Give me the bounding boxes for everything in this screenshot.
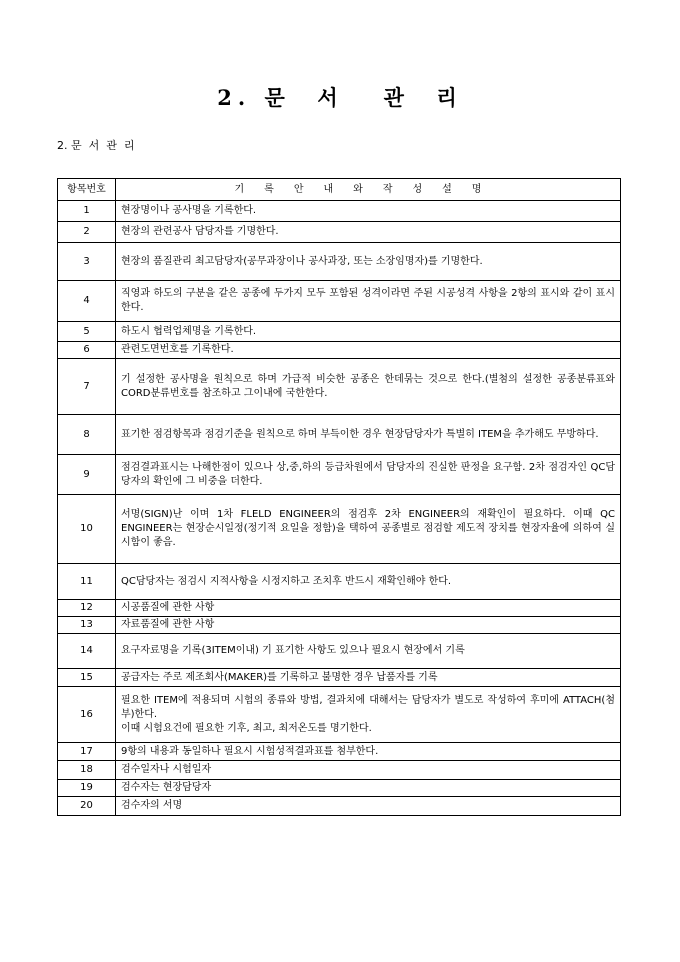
description-line: 필요한 ITEM에 적용되며 시험의 종류와 방법, 결과치에 대해서는 담당자가 별도로 작성하여 후미에 ATTACH(첨부)한다. (121, 694, 615, 720)
item-description (116, 322, 621, 342)
table-row (58, 634, 621, 669)
item-number: 14 (58, 634, 116, 669)
item-number: 12 (58, 600, 116, 617)
table-row (58, 780, 621, 797)
item-description (116, 600, 621, 617)
item-number: 16 (58, 687, 116, 743)
description-line: 자료품질에 관한 사항 (121, 619, 215, 630)
table-row (58, 359, 621, 415)
item-number: 4 (58, 281, 116, 322)
item-description (116, 669, 621, 687)
header-description: 기록안내와작성설명 (116, 179, 621, 201)
item-number: 3 (58, 243, 116, 281)
item-number: 6 (58, 342, 116, 359)
description-line: 하도시 협력업체명을 기록한다. (121, 325, 257, 337)
item-number: 13 (58, 617, 116, 634)
item-description (116, 243, 621, 281)
item-description (116, 455, 621, 495)
table-row (58, 201, 621, 222)
table-row (58, 455, 621, 495)
item-description (116, 495, 621, 564)
item-number: 19 (58, 780, 116, 797)
description-line: 직영과 하도의 구분을 같은 공종에 두가지 모두 포함된 성격이라면 주된 시공성격 사항을 2항의 표시와 같이 표시한다. (121, 288, 615, 313)
table-row (58, 564, 621, 600)
description-line: 9항의 내용과 동일하나 필요시 시험성적결과표를 첨부한다. (121, 745, 379, 757)
description-line: 검수일자나 시험일자 (121, 764, 212, 775)
table-row (58, 743, 621, 761)
table-row (58, 617, 621, 634)
item-number: 2 (58, 222, 116, 243)
table-row (58, 222, 621, 243)
description-line: 현장의 관련공사 담당자를 기명한다. (121, 226, 279, 237)
item-description (116, 617, 621, 634)
table-row (58, 669, 621, 687)
description-line: 공급자는 주로 제조회사(MAKER)를 기록하고 불명한 경우 납품자를 기록 (121, 671, 438, 683)
item-number: 15 (58, 669, 116, 687)
item-description (116, 415, 621, 455)
table-row (58, 687, 621, 743)
item-number: 18 (58, 761, 116, 780)
section-heading: 2. 문 서 관 리 (57, 139, 135, 152)
item-number: 5 (58, 322, 116, 342)
item-description (116, 281, 621, 322)
item-number: 11 (58, 564, 116, 600)
item-number: 8 (58, 415, 116, 455)
description-line: 요구자료명을 기록(3ITEM이내) 기 표기한 사항도 있으나 필요시 현장에서 기록 (121, 645, 465, 656)
description-line: 이때 시험요건에 필요한 기후, 최고, 최저온도를 명기한다. (121, 722, 372, 734)
page-title: 2. 문 서 관 리 (217, 85, 463, 110)
item-description (116, 687, 621, 743)
item-description (116, 780, 621, 797)
description-line: 시공품질에 관한 사항 (121, 602, 215, 613)
item-description (116, 201, 621, 222)
description-line: 검수자는 현장담당자 (121, 782, 212, 793)
description-line: 검수자의 서명 (121, 800, 183, 811)
item-description (116, 359, 621, 415)
item-number: 10 (58, 495, 116, 564)
item-number: 20 (58, 797, 116, 816)
item-description (116, 342, 621, 359)
record-guide-table (57, 178, 621, 816)
description-line: 서명(SIGN)난 이며 1차 FLELD ENGINEER의 점검후 2차 ENGINEER의 재확인이 필요하다. 이때 QC ENGINEER는 현장순시일정(정기적 요일을 정함)을 택하여 공종별로 점검할 제도적 장치를 현장자율에 의하여 실시함이 좋음. (121, 509, 615, 548)
description-line: QC담당자는 점검시 지적사항을 시정지하고 조치후 반드시 재확인해야 한다. (121, 575, 452, 587)
item-number: 1 (58, 201, 116, 222)
table-row (58, 415, 621, 455)
table-header-row (58, 179, 621, 201)
description-line: 현장명이나 공사명을 기록한다. (121, 205, 257, 216)
item-number: 9 (58, 455, 116, 495)
table-row (58, 322, 621, 342)
description-line: 점검결과표시는 나해한점이 있으나 상,중,하의 등급차원에서 담당자의 진실한 판정을 요구함. 2차 점검자인 QC담당자의 확인에 그 비중을 더한다. (121, 461, 615, 487)
table-row (58, 495, 621, 564)
description-line: 표기한 점검항목과 점검기준을 원칙으로 하며 부득이한 경우 현장담당자가 특별히 ITEM을 추가해도 무방하다. (121, 428, 599, 440)
item-description (116, 564, 621, 600)
item-description (116, 761, 621, 780)
table-row (58, 342, 621, 359)
table-row (58, 281, 621, 322)
description-line: 기 설정한 공사명을 원칙으로 하며 가급적 비슷한 공종은 한데묶는 것으로 한다.(별첨의 설정한 공종분류표와 CORD분류번호를 참조하고 그이내에 국한한다. (121, 373, 615, 399)
table-row (58, 761, 621, 780)
table-row (58, 243, 621, 281)
description-line: 관련도면번호를 기록한다. (121, 344, 234, 355)
table-row (58, 797, 621, 816)
item-number: 17 (58, 743, 116, 761)
description-line: 현장의 품질관리 최고담당자(공무과장이나 공사과장, 또는 소장임명자)를 기명한다. (121, 255, 483, 267)
item-description (116, 222, 621, 243)
item-description (116, 743, 621, 761)
table-row (58, 600, 621, 617)
header-item-number: 항목번호 (58, 179, 116, 201)
item-description (116, 634, 621, 669)
item-number: 7 (58, 359, 116, 415)
item-description (116, 797, 621, 816)
